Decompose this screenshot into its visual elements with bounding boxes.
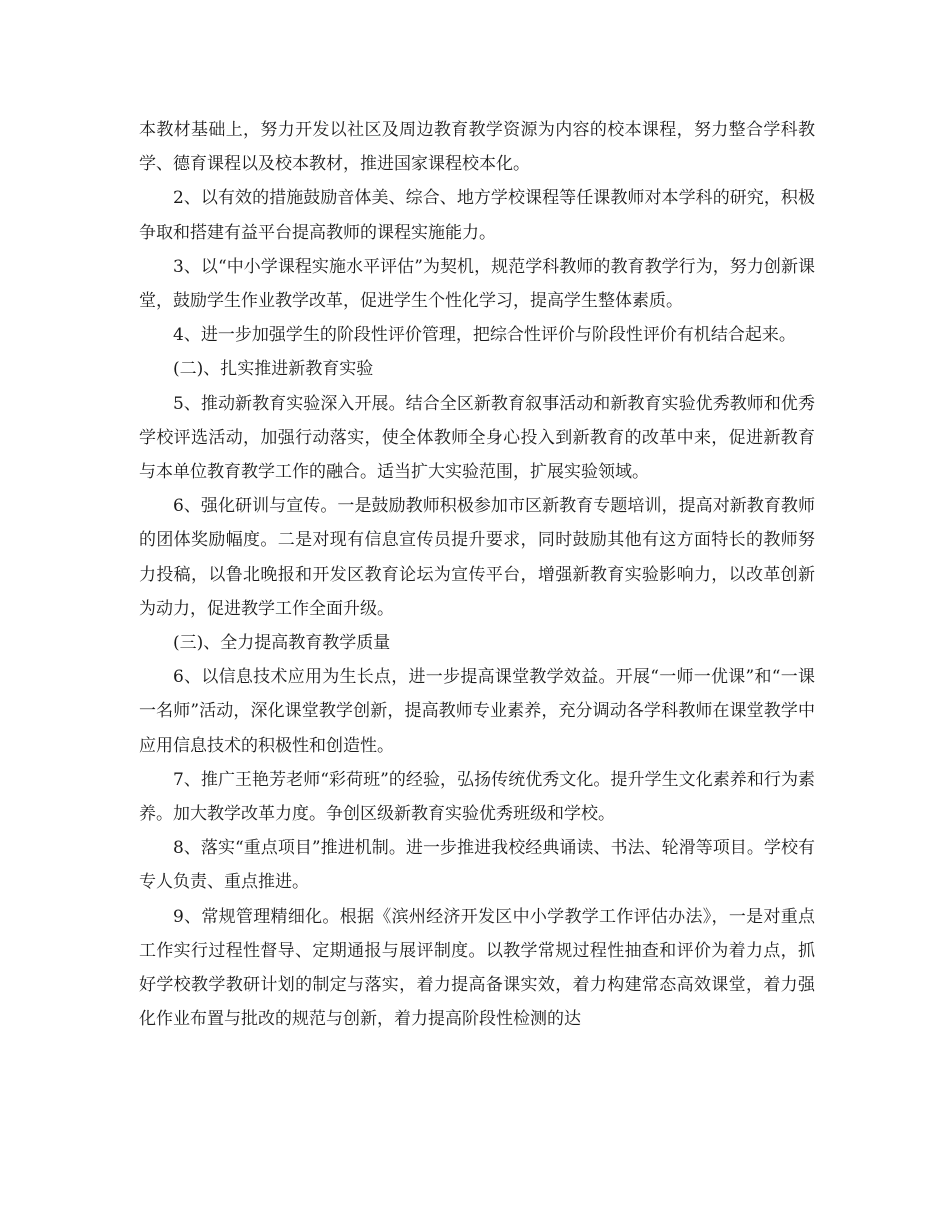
paragraph-item-4: 4、进一步加强学生的阶段性评价管理，把综合性评价与阶段性评价有机结合起来。 bbox=[173, 325, 796, 346]
paragraph-continuation: 本教材基础上，努力开发以社区及周边教育教学资源为内容的校本课程，努力整合学科教学、德育课程以及校本教材，推进国家课程校本化。 bbox=[139, 120, 815, 175]
paragraph-item-7: 7、推广王艳芳老师“彩荷班”的经验，弘扬传统优秀文化。提升学生文化素养和行为素养。加大教学改革力度。争创区级新教育实验优秀班级和学校。 bbox=[139, 769, 815, 825]
paragraph-item-6b: 6、以信息技术应用为生长点，进一步提高课堂教学效益。开展“一师一优课”和“一课一名师”活动，深化课堂教学创新，提高教师专业素养，充分调动各学科教师在课堂教学中应用信息技术的积极性和创造性。 bbox=[139, 667, 815, 756]
paragraph-item-3: 3、以“中小学课程实施水平评估”为契机，规范学科教师的教育教学行为，努力创新课堂，鼓励学生作业教学改革，促进学生个性化学习，提高学生整体素质。 bbox=[139, 256, 815, 312]
paragraph-item-9: 9、常规管理精细化。根据《滨州经济开发区中小学教学工作评估办法》，一是对重点工作实行过程性督导、定期通报与展评制度。以教学常规过程性抽查和评价为着力点，抓好学校教学教研计划的制定与落实，着力提高备课实效，着力构建常态高效课堂，着力强化作业布置与批改的规范与创新，着力提高阶段性检测的达 bbox=[139, 906, 815, 1030]
paragraph-item-8: 8、落实“重点项目”推进机制。进一步推进我校经典诵读、书法、轮滑等项目。学校有专人负责、重点推进。 bbox=[139, 838, 815, 893]
paragraph-item-6a: 6、强化研训与宣传。一是鼓励教师积极参加市区新教育专题培训，提高对新教育教师的团体奖励幅度。二是对现有信息宣传员提升要求，同时鼓励其他有这方面特长的教师努力投稿，以鲁北晚报和开发区教育论坛为宣传平台，增强新教育实验影响力，以改革创新为动力，促进教学工作全面升级。 bbox=[139, 496, 815, 619]
document-body bbox=[139, 113, 815, 1036]
section-heading-3: (三)、全力提高教育教学质量 bbox=[173, 633, 391, 654]
paragraph-item-5: 5、推动新教育实验深入开展。结合全区新教育叙事活动和新教育实验优秀教师和优秀学校评选活动，加强行动落实，使全体教师全身心投入到新教育的改革中来，促进新教育与本单位教育教学工作的融合。适当扩大实验范围，扩展实验领域。 bbox=[139, 393, 815, 483]
section-heading-2: (二)、扎实推进新教育实验 bbox=[173, 359, 374, 380]
paragraph-item-2: 2、以有效的措施鼓励音体美、综合、地方学校课程等任课教师对本学科的研究，积极争取和搭建有益平台提高教师的课程实施能力。 bbox=[139, 188, 815, 243]
